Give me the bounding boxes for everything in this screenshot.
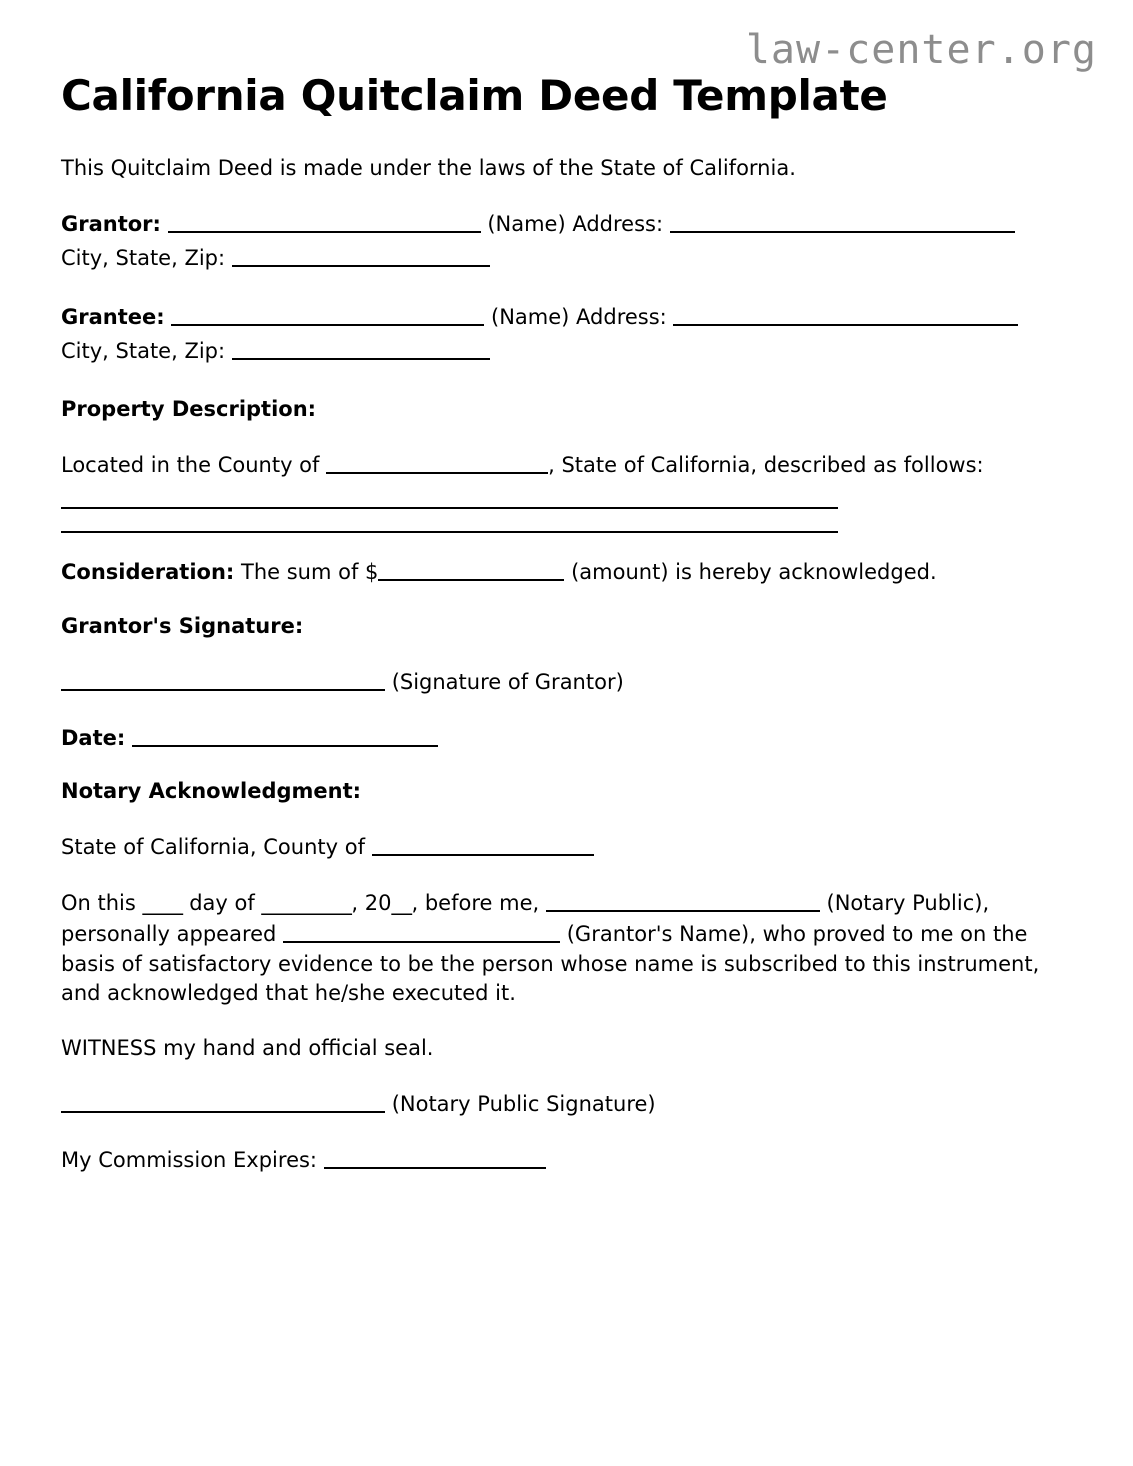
notary-state-county-line <box>61 832 1061 862</box>
grantee-address-blank[interactable] <box>673 302 1018 326</box>
document-content <box>61 72 1061 1200</box>
consideration-amount-blank[interactable] <box>378 557 564 581</box>
grantor-city-line <box>61 243 1061 273</box>
grantee-city-label: City, State, Zip: <box>61 339 226 364</box>
grantor-line <box>61 209 1061 239</box>
notary-grantor-name-blank[interactable] <box>283 919 560 943</box>
property-county-suffix: , State of California, described as follows: <box>548 452 984 477</box>
consideration-line <box>61 557 1061 587</box>
notary-body-seg2: day of <box>182 890 262 915</box>
property-county-blank[interactable] <box>326 450 548 474</box>
grantor-signature-heading: Grantor's Signature: <box>61 614 304 639</box>
date-line <box>61 723 1061 753</box>
notary-acknowledgment-heading: Notary Acknowledgment: <box>61 779 362 804</box>
grantor-name-note: (Name) Address: <box>487 211 664 236</box>
property-description-heading: Property Description: <box>61 396 317 421</box>
grantor-name-blank[interactable] <box>168 209 481 233</box>
date-label: Date: <box>61 725 126 750</box>
notary-body-seg5: (Notary Public), personally appeared <box>61 890 990 946</box>
grantee-line <box>61 302 1061 332</box>
notary-body-paragraph <box>61 888 1061 1009</box>
grantor-city-label: City, State, Zip: <box>61 245 226 270</box>
consideration-suffix: (amount) is hereby acknowledged. <box>571 560 937 585</box>
notary-body-seg1: On this <box>61 890 143 915</box>
notary-county-blank[interactable] <box>372 832 594 856</box>
notary-signature-blank[interactable] <box>61 1089 385 1113</box>
notary-state-county-prefix: State of California, County of <box>61 835 365 860</box>
consideration-label: Consideration: <box>61 560 235 585</box>
property-county-prefix: Located in the County of <box>61 452 320 477</box>
grantee-name-blank[interactable] <box>171 302 484 326</box>
grantee-city-line <box>61 336 1061 366</box>
notary-body-seg4: , before me, <box>411 890 546 915</box>
notary-day-blank[interactable]: ____ <box>142 890 183 915</box>
grantee-name-note: (Name) Address: <box>491 305 667 330</box>
notary-body-seg6: (Grantor's Name), who proved to me on the basis of satisfactory evidence to be the person whose name is subscribed to this instrument, and acknowledged that he/she executed it. <box>61 921 1040 1006</box>
grantor-address-blank[interactable] <box>670 209 1015 233</box>
notary-month-blank[interactable]: _________ <box>261 890 352 915</box>
grantor-signature-caption: (Signature of Grantor) <box>391 669 624 694</box>
commission-expires-label: My Commission Expires: <box>61 1147 317 1172</box>
intro-paragraph: This Quitclaim Deed is made under the laws of the State of California. <box>61 156 796 181</box>
consideration-prefix: The sum of $ <box>241 560 379 585</box>
notary-year-blank[interactable]: __ <box>391 890 412 915</box>
commission-expires-blank[interactable] <box>324 1145 546 1169</box>
notary-signature-line <box>61 1089 1061 1119</box>
commission-expires-line <box>61 1145 1061 1175</box>
site-watermark: law-center.org <box>745 27 1097 73</box>
property-description-blank-line-1[interactable] <box>61 507 838 509</box>
notary-public-name-blank[interactable] <box>546 888 820 912</box>
grantor-city-blank[interactable] <box>232 243 490 267</box>
grantor-signature-line <box>61 667 1061 697</box>
property-description-lines <box>61 507 1061 533</box>
grantor-label: Grantor: <box>61 211 161 236</box>
notary-signature-caption: (Notary Public Signature) <box>391 1091 656 1116</box>
grantee-city-blank[interactable] <box>232 336 490 360</box>
page-title: California Quitclaim Deed Template <box>61 71 888 120</box>
grantee-label: Grantee: <box>61 305 165 330</box>
date-blank[interactable] <box>132 723 438 747</box>
grantor-signature-blank[interactable] <box>61 667 385 691</box>
notary-body-seg3: , 20 <box>351 890 392 915</box>
property-county-line <box>61 450 1061 480</box>
witness-line: WITNESS my hand and official seal. <box>61 1036 434 1061</box>
property-description-blank-line-2[interactable] <box>61 531 838 533</box>
